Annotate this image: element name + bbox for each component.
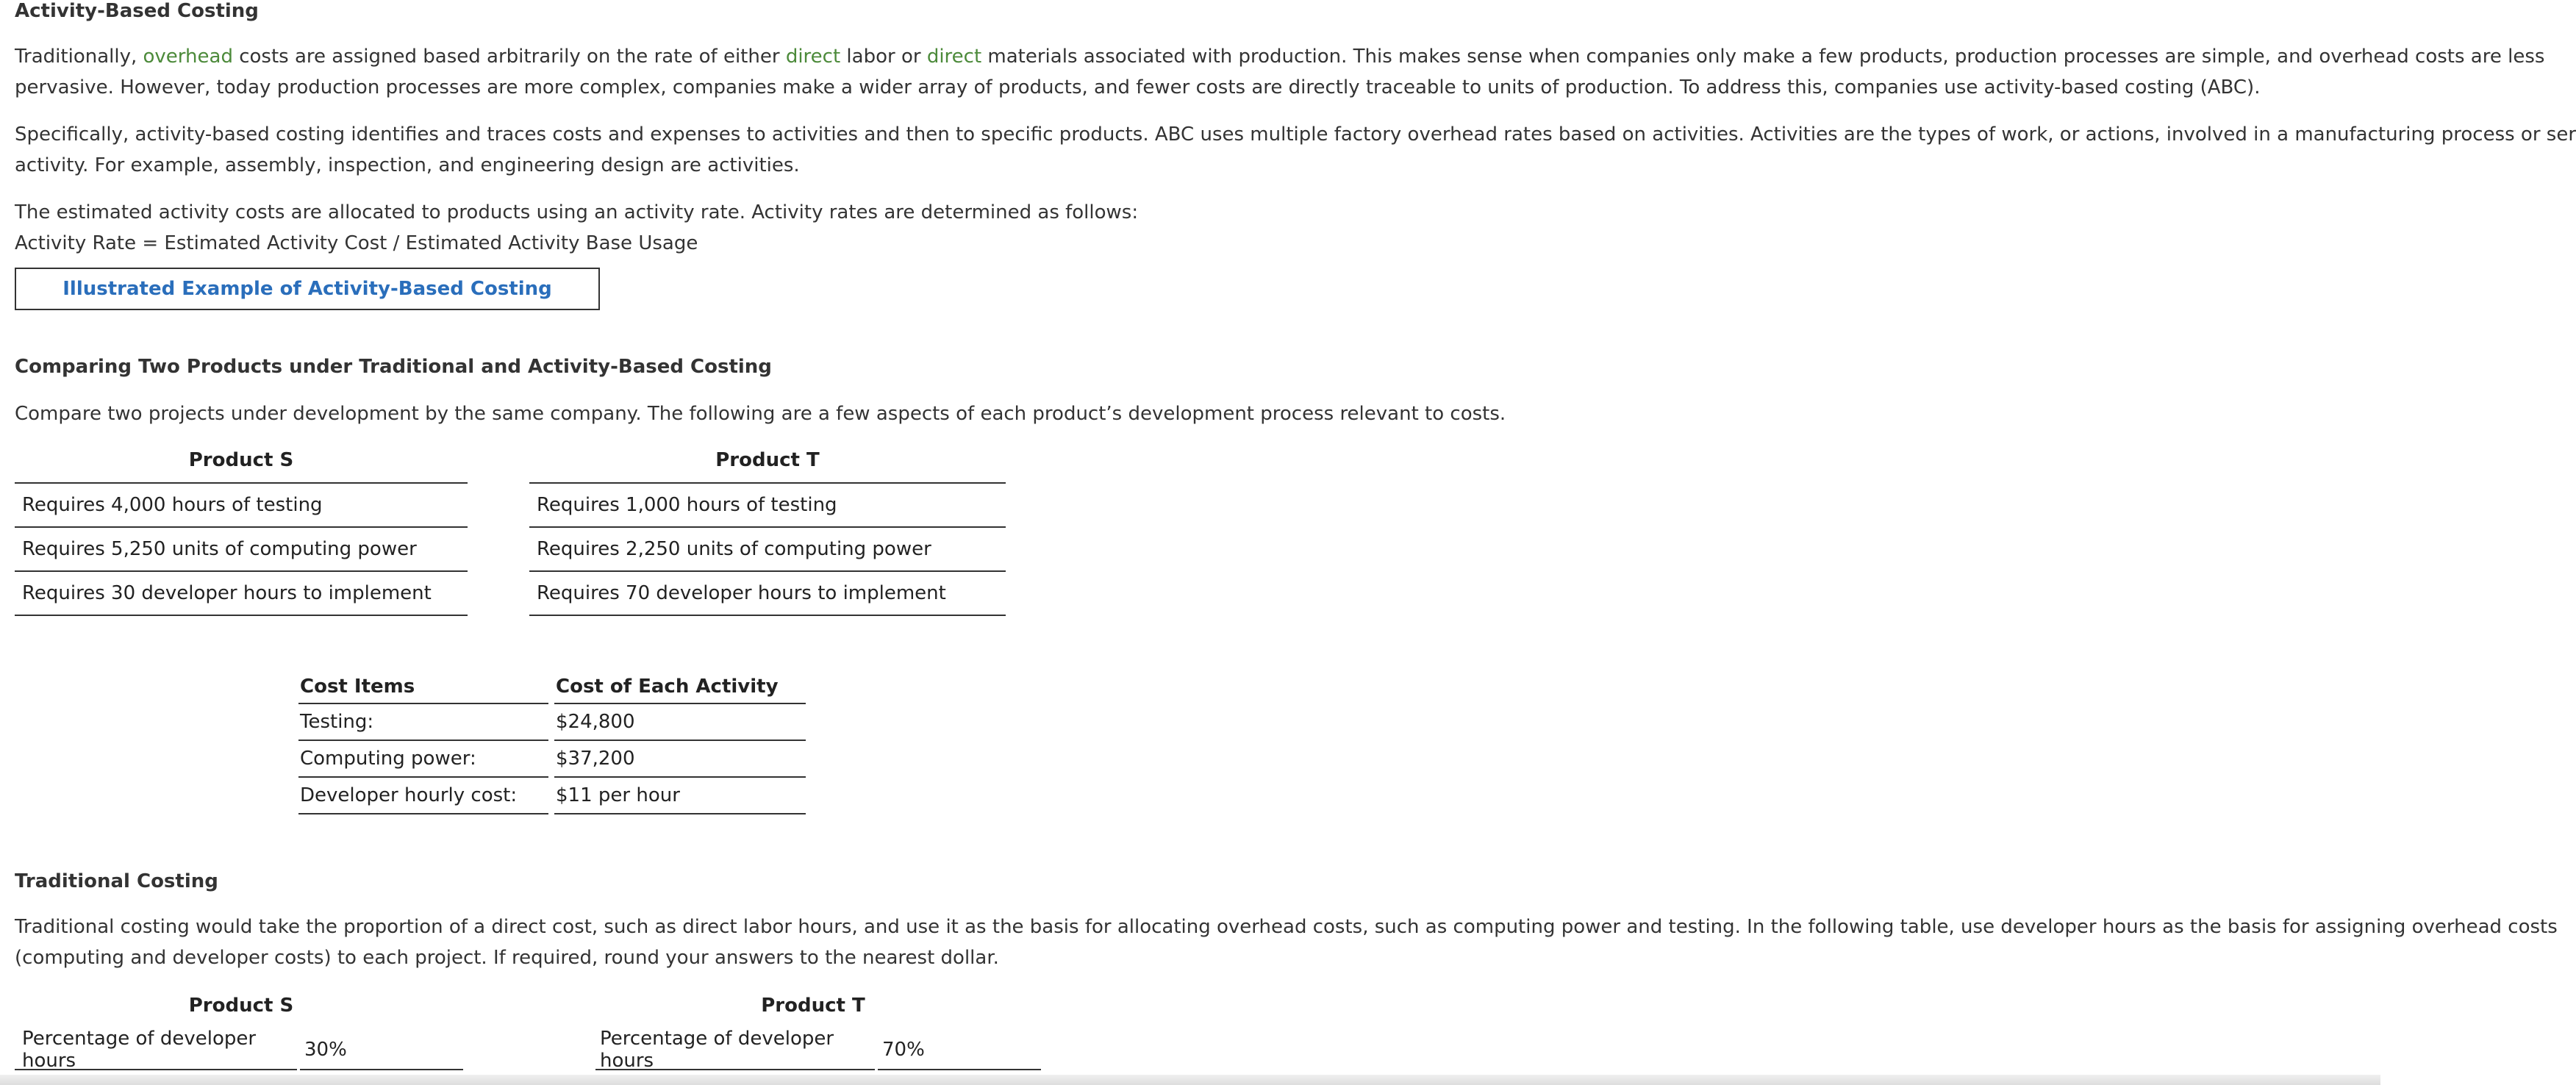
- product-s-row: Requires 5,250 units of computing power: [15, 528, 468, 572]
- glossary-term-direct[interactable]: direct: [785, 46, 841, 68]
- cost-item-label: Testing:: [298, 704, 548, 741]
- horizontal-scrollbar[interactable]: [0, 1075, 2380, 1085]
- traditional-product-t-header: Product T: [761, 995, 865, 1017]
- developer-hours-value: 70%: [878, 1031, 1041, 1070]
- traditional-product-s-header: Product S: [188, 995, 294, 1017]
- product-t-header: Product T: [715, 449, 820, 471]
- developer-hours-value: 30%: [300, 1031, 463, 1070]
- paragraph-3-line-1: The estimated activity costs are allocated to products using an activity rate. Activity rates are determined as follows:: [15, 201, 1139, 223]
- developer-hours-label: Percentage of developer hours: [15, 1031, 297, 1070]
- text-fragment: materials associated with production. This makes sense when companies only make a few products, production processes are simple, and overhead costs are less: [981, 46, 2545, 68]
- paragraph-1-line-1: [15, 41, 2544, 72]
- product-t-row: Requires 1,000 hours of testing: [529, 484, 1006, 528]
- glossary-term-direct[interactable]: direct: [926, 46, 982, 68]
- product-t-row: Requires 2,250 units of computing power: [529, 528, 1006, 572]
- product-t-row: Requires 70 developer hours to implement: [529, 572, 1006, 616]
- cost-table-header: Cost Items: [298, 670, 548, 704]
- section-title-abc: Activity-Based Costing: [15, 0, 259, 22]
- cost-item-value: $24,800: [554, 704, 806, 741]
- cost-item-value: $11 per hour: [554, 778, 806, 814]
- traditional-para-line-1: Traditional costing would take the proportion of a direct cost, such as direct labor hours, and use it as the basis for allocating overhead costs, such as computing power and testing. In the following table, use developer hours as the basis for assigning overhead costs: [15, 916, 2558, 938]
- developer-hours-label: Percentage of developer hours: [595, 1031, 875, 1070]
- cost-item-label: Developer hourly cost:: [298, 778, 548, 814]
- cost-item-value: $37,200: [554, 741, 806, 778]
- traditional-para-line-2: (computing and developer costs) to each project. If required, round your answers to the nearest dollar.: [15, 947, 999, 969]
- comparison-intro: Compare two projects under development by the same company. The following are a few aspects of each product’s development process relevant to costs.: [15, 403, 1506, 425]
- product-t-header-rule: [529, 453, 1006, 484]
- section-title-comparing: Comparing Two Products under Traditional and Activity-Based Costing: [15, 356, 772, 378]
- paragraph-2-line-1: Specifically, activity-based costing identifies and traces costs and expenses to activities and then to specific products. ABC uses multiple factory overhead rates based on activities. Activities are the types of work, or actions, involved in a manufacturing process or ser: [15, 123, 2576, 146]
- glossary-term-overhead[interactable]: overhead: [143, 46, 233, 68]
- product-s-header: Product S: [188, 449, 294, 471]
- product-s-row: Requires 4,000 hours of testing: [15, 484, 468, 528]
- cost-item-label: Computing power:: [298, 741, 548, 778]
- cost-table-header: Cost of Each Activity: [554, 670, 806, 704]
- product-s-row: Requires 30 developer hours to implement: [15, 572, 468, 616]
- paragraph-1-line-2: pervasive. However, today production processes are more complex, companies make a wider array of products, and fewer costs are directly traceable to units of production. To address this, companies use activity-based costing (ABC).: [15, 76, 2261, 99]
- text-fragment: Traditionally,: [15, 46, 143, 68]
- illustrated-example-button[interactable]: Illustrated Example of Activity-Based Costing: [15, 268, 600, 310]
- text-fragment: labor or: [840, 46, 927, 68]
- text-fragment: costs are assigned based arbitrarily on the rate of either: [232, 46, 786, 68]
- product-s-header-rule: [15, 453, 468, 484]
- activity-rate-formula: Activity Rate = Estimated Activity Cost / Estimated Activity Base Usage: [15, 232, 698, 254]
- paragraph-2-line-2: activity. For example, assembly, inspection, and engineering design are activities.: [15, 154, 800, 176]
- section-title-traditional: Traditional Costing: [15, 870, 218, 892]
